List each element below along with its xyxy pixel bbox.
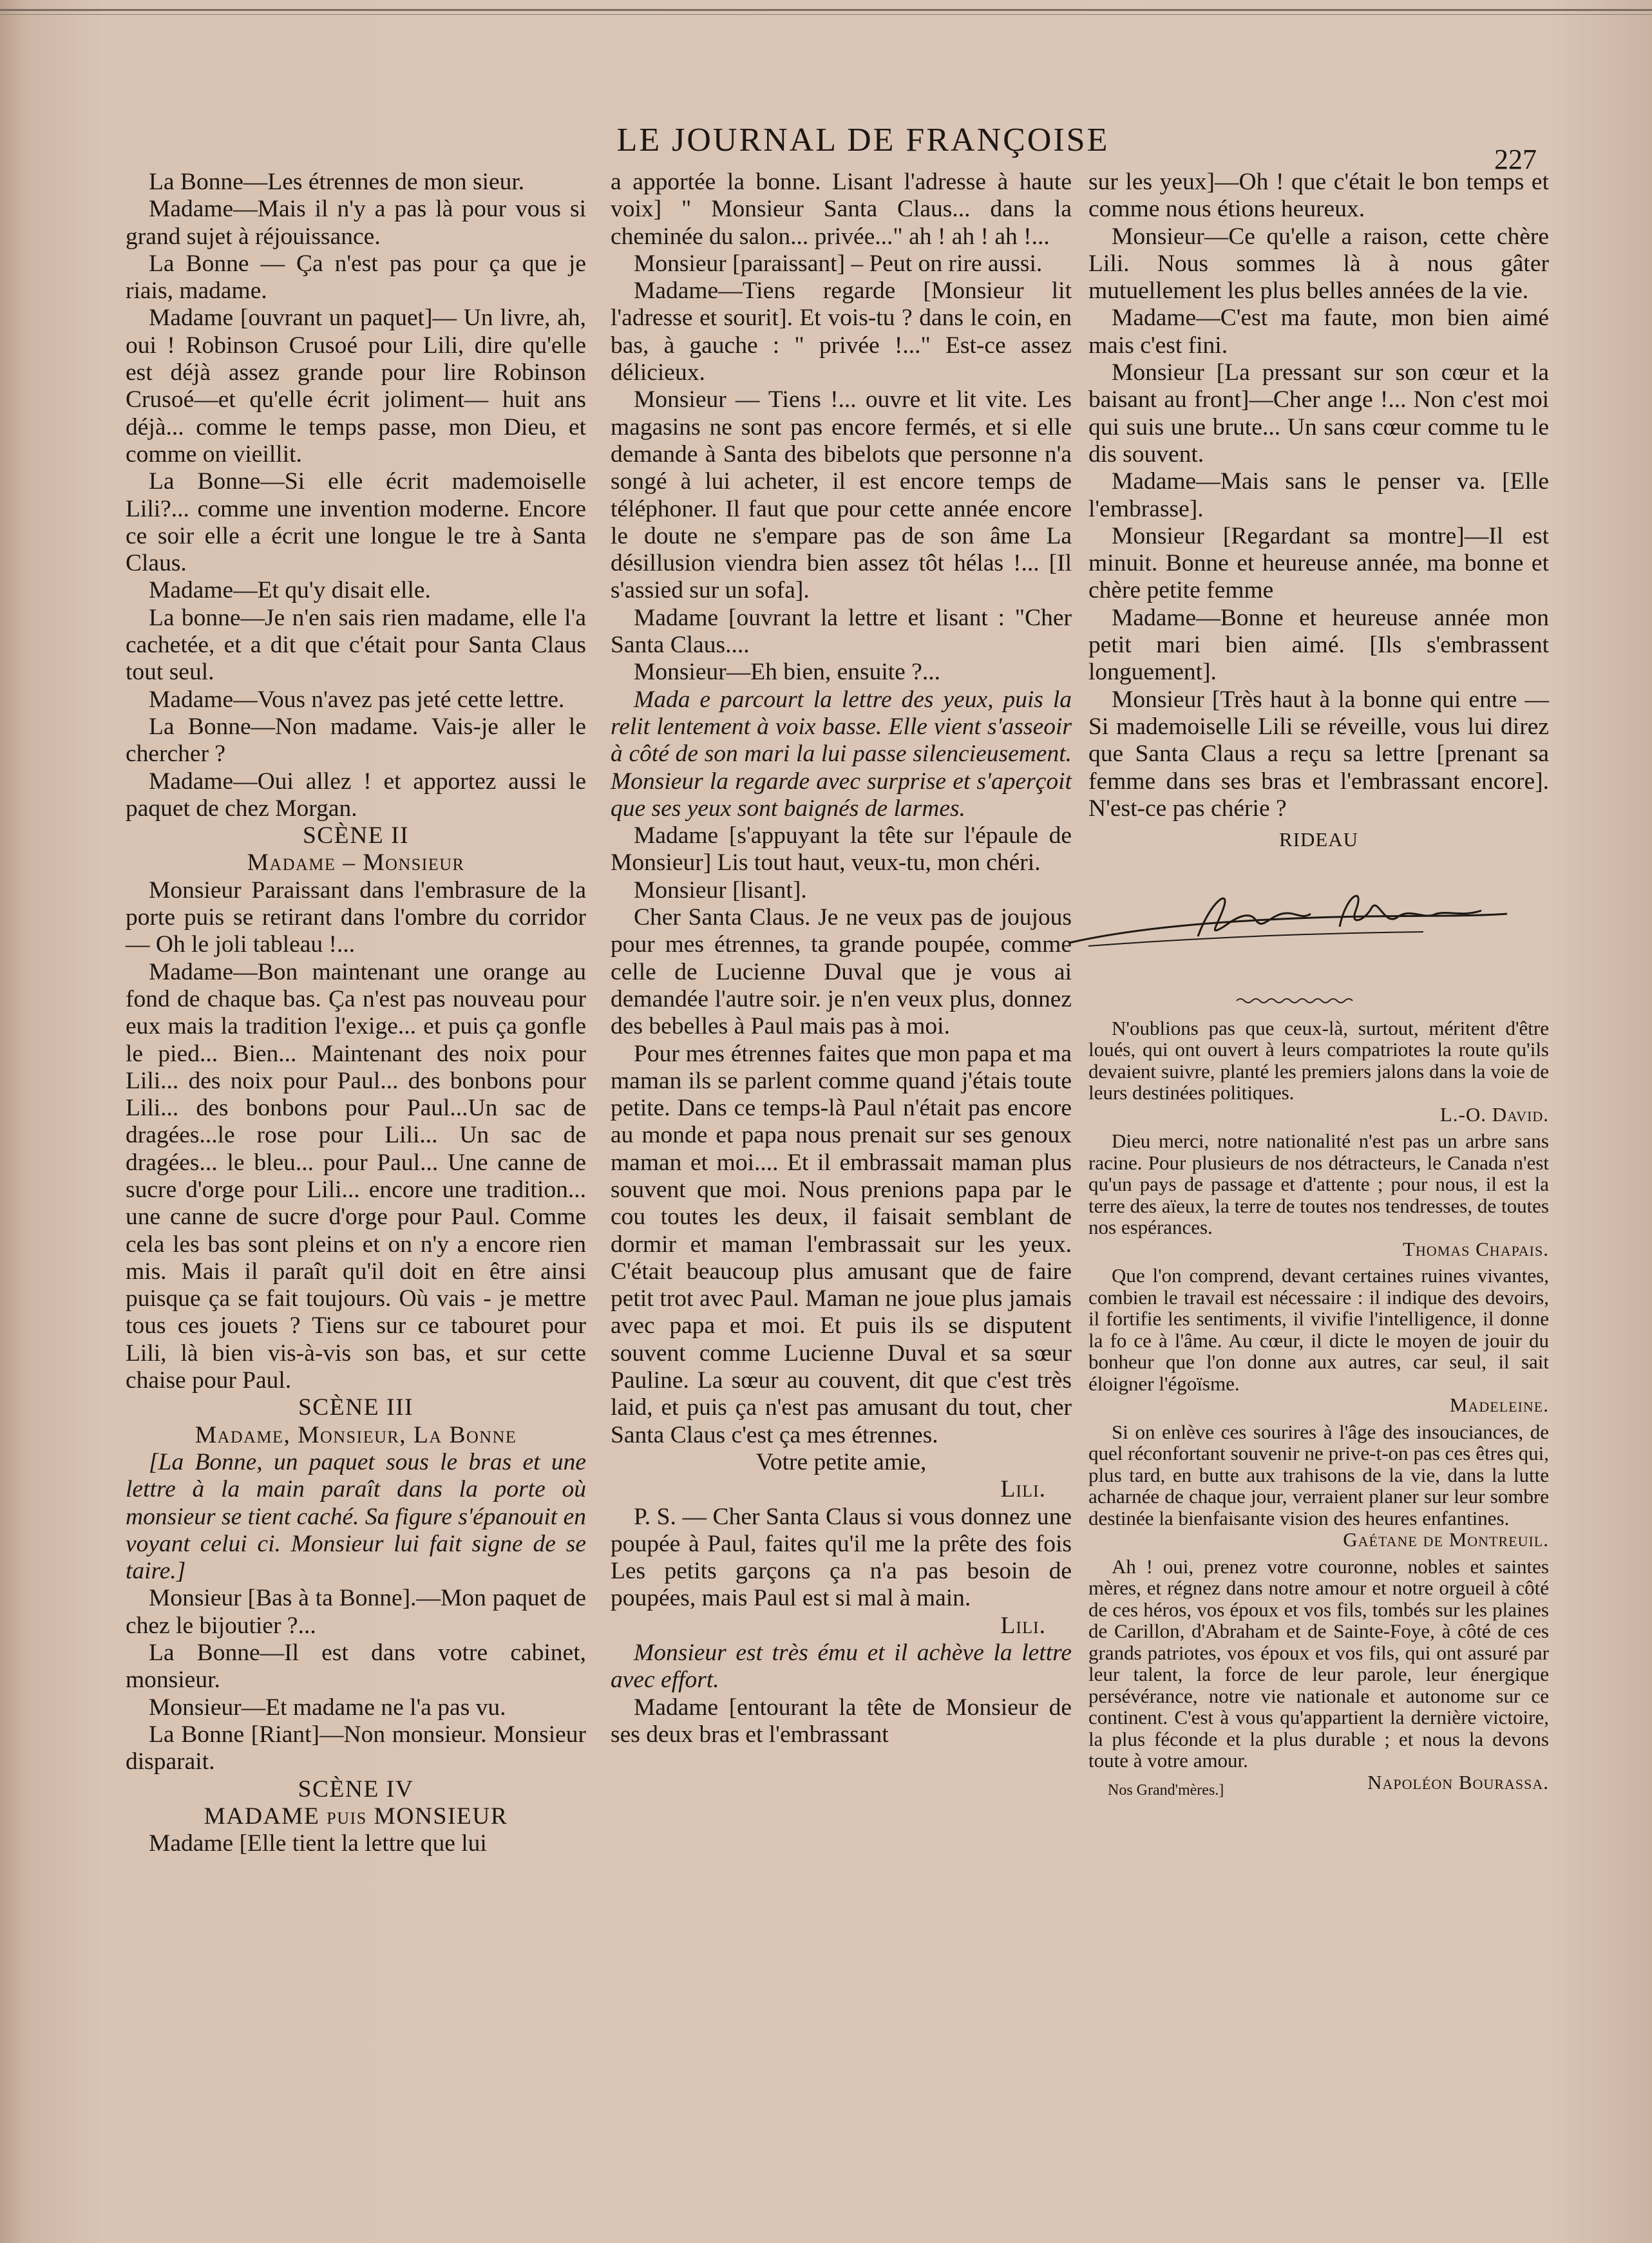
paragraph: Monsieur—Ce qu'elle a raison, cette chère Lili. Nous sommes là à nous gâter mutuellement les plus belles années de la vie.: [1088, 223, 1549, 305]
scene-characters: Madame – Monsieur: [247, 849, 465, 876]
paragraph: a apportée la bonne. Lisant l'adresse à haute voix] " Monsieur Santa Claus... dans la cheminée du salon... privée..." ah ! ah ! ah !...: [611, 169, 1072, 250]
paragraph: La Bonne—Non madame. Vais-je aller le chercher ?: [126, 713, 586, 768]
paragraph: Monsieur — Tiens !... ouvre et lit vite. Les magasins ne sont pas encore fermés, et si elle demande à Santa des bibelots que personne n'a songé à lui acheter, il est encore temps de téléphoner. Il faut que pour cette année encore le doute ne s'empare pas de son âme La désillusion viendra bien assez tôt hélas !... [Il s'assied sur un sofa].: [611, 386, 1072, 604]
journal-title: LE JOURNAL DE FRANÇOISE: [616, 122, 1110, 158]
paragraph: Madame—C'est ma faute, mon bien aimé mais c'est fini.: [1088, 305, 1549, 359]
paragraph: Madame—Oui allez ! et apportez aussi le paquet de chez Morgan.: [126, 768, 586, 822]
letter-postscript: P. S. — Cher Santa Claus si vous donnez une poupée à Paul, faites qu'il me la prête des fois Les petits garçons ça n'a pas besoin de poupées, mais Paul est si mal à main.: [611, 1503, 1072, 1612]
top-rule-thin: [0, 14, 1652, 15]
quote-author: Gaétane de Montreuil.: [1343, 1528, 1549, 1551]
paragraph: La Bonne — Ça n'est pas pour ça que je riais, madame.: [126, 250, 586, 305]
quote-author: L.-O. David.: [1439, 1103, 1549, 1126]
quote-text: Dieu merci, notre nationalité n'est pas un arbre sans racine. Pour plusieurs de nos détracteurs, le Canada n'est qu'un pays de passage et d'attente ; pour nous, il est la terre des aïeux, la terre de toutes nos tendresses, de toutes nos espérances.: [1088, 1130, 1549, 1239]
paragraph: Monsieur [Très haut à la bonne qui entre — Si mademoiselle Lili se réveille, vous lui direz que Santa Claus a reçu sa lettre [prenant sa femme dans ses bras et l'embrassant encore]. N'est-ce pas chérie ?: [1088, 686, 1549, 822]
paragraph: Madame—Mais sans le penser va. [Elle l'embrasse].: [1088, 468, 1549, 522]
letter-paragraph: Pour mes étrennes faites que mon papa et ma maman ils se parlent comme quand j'étais toute petite. Dans ce temps-là Paul n'était pas encore au monde et papa nous prenait sur ses genoux maman et moi.... Et il embrassait maman plus souvent que moi. Nous prenions papa par le cou toutes les deux, il faisait semblant de dormir et maman l'embrassait sur les yeux. C'était beaucoup plus amusant que de faire petit trot avec Paul. Maman ne joue plus jamais avec papa et moi. Et puis ils se disputent souvent comme Lucienne Duval et sa sœur Pauline. La sœur au couvent, dit que c'est très laid, et puis ça n'est pas amusant du tout, cher Santa Claus c'est ça mes étrennes.: [611, 1040, 1072, 1448]
letter-signature: Lili.: [1000, 1476, 1046, 1503]
paragraph: Madame [entourant la tête de Monsieur de ses deux bras et l'embrassant: [611, 1694, 1072, 1748]
paragraph: La Bonne—Les étrennes de mon sieur.: [149, 169, 525, 195]
paragraph: Monsieur—Eh bien, ensuite ?...: [634, 659, 940, 686]
quotes-section: [1088, 1017, 1549, 1802]
quote-text: Que l'on comprend, devant certaines ruines vivantes, combien le travail est nécessaire : il indique des devoirs, il fortifie les sentiments, il vivifie l'intelligence, il donne la fo ce à l'âme. Au cœur, il dicte le moyen de jouir du bonheur que l'on donne aux autres, car seul, il sait éloigner l'égoïsme.: [1088, 1264, 1549, 1395]
paragraph: Madame—Bon maintenant une orange au fond de chaque bas. Ça n'est pas nouveau pour eux mais la tradition l'exige... et puis ça gonfle le pied... Bien... Maintenant des noix pour Lili... des noix pour Paul... des bonbons pour Lili... des bonbons pour Paul...Un sac de dragées...le rose pour Lili... Un sac de dragées... le bleu... pour Paul... Une canne de sucre d'orge pour Lili... encore une tradition... une canne de sucre d'orge pour Paul. Comme cela les bas sont pleins et on n'y a encore rien mis. Mais il paraît qu'il doit en être ainsi puisque ça se fait toujours. Où vais - je mettre tous ces jouets ? Tiens sur ce tabouret pour Lili, là bien vis-à-vis son bas, et sur cette chaise pour Paul.: [126, 958, 586, 1394]
quote-author: Thomas Chapais.: [1402, 1237, 1549, 1260]
paragraph: Madame—Bonne et heureuse année mon petit mari bien aimé. [Ils s'embrassent longuement].: [1088, 604, 1549, 686]
quote-author: Madeleine.: [1449, 1394, 1549, 1417]
column-3: [1088, 169, 1549, 1802]
paragraph: Monsieur Paraissant dans l'embrasure de la porte puis se retirant dans l'ombre du corridor — Oh le joli tableau !...: [126, 876, 586, 958]
paragraph: Madame—Tiens regarde [Monsieur lit l'adresse et sourit]. Et vois-tu ? dans le coin, en bas, à gauche : " privée !..." Est-ce assez délicieux.: [611, 278, 1072, 386]
author-signature: [1088, 882, 1549, 959]
paragraph: Monsieur [lisant].: [634, 876, 807, 904]
letter-signature: Lili.: [1000, 1612, 1046, 1639]
letter-closing: Votre petite amie,: [755, 1448, 927, 1475]
column-2: [611, 169, 1072, 1748]
paragraph: Monsieur [Regardant sa montre]—Il est minuit. Bonne et heureuse année, ma bonne et chère petite femme: [1088, 522, 1549, 604]
scene-characters: MADAME puis MONSIEUR: [204, 1803, 508, 1830]
scene-heading: SCÈNE II: [302, 822, 410, 849]
page-number: 227: [1494, 144, 1537, 175]
paragraph: La Bonne—Si elle écrit mademoiselle Lili?... comme une invention moderne. Encore ce soir elle a écrit une longue le tre à Santa Claus.: [126, 468, 586, 577]
quote-text: N'oublions pas que ceux-là, surtout, méritent d'être loués, qui ont ouvert à leurs compatriotes la route qu'ils devaient suivre, planté les premiers jalons dans la voie de leurs destinées politiques.: [1088, 1016, 1549, 1104]
paragraph: Madame [ouvrant la lettre et lisant : "Cher Santa Claus....: [611, 604, 1072, 659]
paragraph: Monsieur [Bas à ta Bonne].—Mon paquet de chez le bijoutier ?...: [126, 1585, 586, 1639]
signature-image: [1063, 882, 1514, 959]
paragraph: Madame [s'appuyant la tête sur l'épaule de Monsieur] Lis tout haut, veux-tu, mon chéri.: [611, 822, 1072, 876]
paragraph: La Bonne—Il est dans votre cabinet, monsieur.: [126, 1640, 586, 1694]
paragraph: Madame—Et qu'y disait elle.: [149, 577, 431, 604]
quote-text: Si on enlève ces sourires à l'âge des insouciances, de quel réconfortant souvenir ne prive-t-on pas ces êtres qui, plus tard, en butte aux trahisons de la vie, dans la lutte acharnée de chaque jour, verraient planer sur leur sombre destinée la bienfaisante vision des heures enfantines.: [1088, 1420, 1549, 1529]
curtain-label: RIDEAU: [1278, 828, 1359, 851]
quote-text: Ah ! oui, prenez votre couronne, nobles et saintes mères, et régnez dans notre amour et notre orgueil à côté de ces héros, vos époux et vos fils, tombés sur les plaines de Carillon, d'Abraham et de Sainte-Foye, à côté de ces grands patriotes, vos époux et vos fils, qui ont assuré par leur talent, la force de leur parole, leur énergique persévérance, notre vie nationale et autonome sur ce continent. C'est à vous qu'appartient la dernière victoire, la plus féconde et la plus durable ; et nous la devons toute à votre amour.: [1088, 1555, 1549, 1772]
scene-heading: SCÈNE III: [298, 1394, 414, 1421]
letter-paragraph: Cher Santa Claus. Je ne veux pas de joujous pour mes étrennes, ta grande poupée, comme celle de Lucienne Duval que je vous ai demandée l'autre soir. je n'en veux plus, donnez des bebelles à Paul mais pas à moi.: [611, 904, 1072, 1040]
paragraph: Madame [Elle tient la lettre que lui: [149, 1830, 487, 1857]
paragraph: La Bonne [Riant]—Non monsieur. Monsieur disparait.: [126, 1721, 586, 1775]
paragraph: Madame—Mais il n'y a pas là pour vous si grand sujet à réjouissance.: [126, 196, 586, 250]
paragraph: Madame [ouvrant un paquet]— Un livre, ah, oui ! Robinson Crusoé pour Lili, dire qu'elle est déjà assez grande pour lire Robinson Crusoé—et qu'elle écrit joliment— huit ans déjà... comme le temps passe, mon Dieu, et comme on vieillit.: [126, 305, 586, 468]
column-1: [126, 169, 586, 1857]
scene-heading: SCÈNE IV: [298, 1775, 414, 1803]
quote-author: Napoléon Bourassa.: [1367, 1770, 1549, 1793]
quote-source: Nos Grand'mères.]: [1108, 1782, 1224, 1799]
stage-direction: Mada e parcourt la lettre des yeux, puis la relit lentement à voix basse. Elle vient s'asseoir à côté de son mari la lui passe silencieusement. Monsieur la regarde avec surprise et s'aperçoit que ses yeux sont baignés de larmes.: [611, 686, 1072, 822]
paragraph: La bonne—Je n'en sais rien madame, elle l'a cachetée, et a dit que c'était pour Santa Claus tout seul.: [126, 604, 586, 686]
paragraph: sur les yeux]—Oh ! que c'était le bon temps et comme nous étions heureux.: [1088, 169, 1549, 223]
paragraph: Madame—Vous n'avez pas jeté cette lettre.: [149, 686, 565, 713]
ornament-divider: [1088, 994, 1549, 1008]
paragraph: Monsieur [paraissant] – Peut on rire aussi.: [634, 250, 1043, 277]
paragraph: Monsieur—Et madame ne l'a pas vu.: [149, 1694, 506, 1721]
stage-direction: Monsieur est très ému et il achève la lettre avec effort.: [611, 1640, 1072, 1694]
paragraph: Monsieur [La pressant sur son cœur et la baisant au front]—Cher ange !... Non c'est moi qui suis une brute... Un sans cœur comme tu le dis souvent.: [1088, 359, 1549, 468]
scene-characters: Madame, Monsieur, La Bonne: [195, 1421, 517, 1448]
top-rule: [0, 9, 1652, 11]
stage-direction: [La Bonne, un paquet sous le bras et une lettre à la main paraît dans la porte où monsieur se tient caché. Sa figure s'épanouit en voyant celui ci. Monsieur lui fait signe de se taire.]: [126, 1448, 586, 1585]
